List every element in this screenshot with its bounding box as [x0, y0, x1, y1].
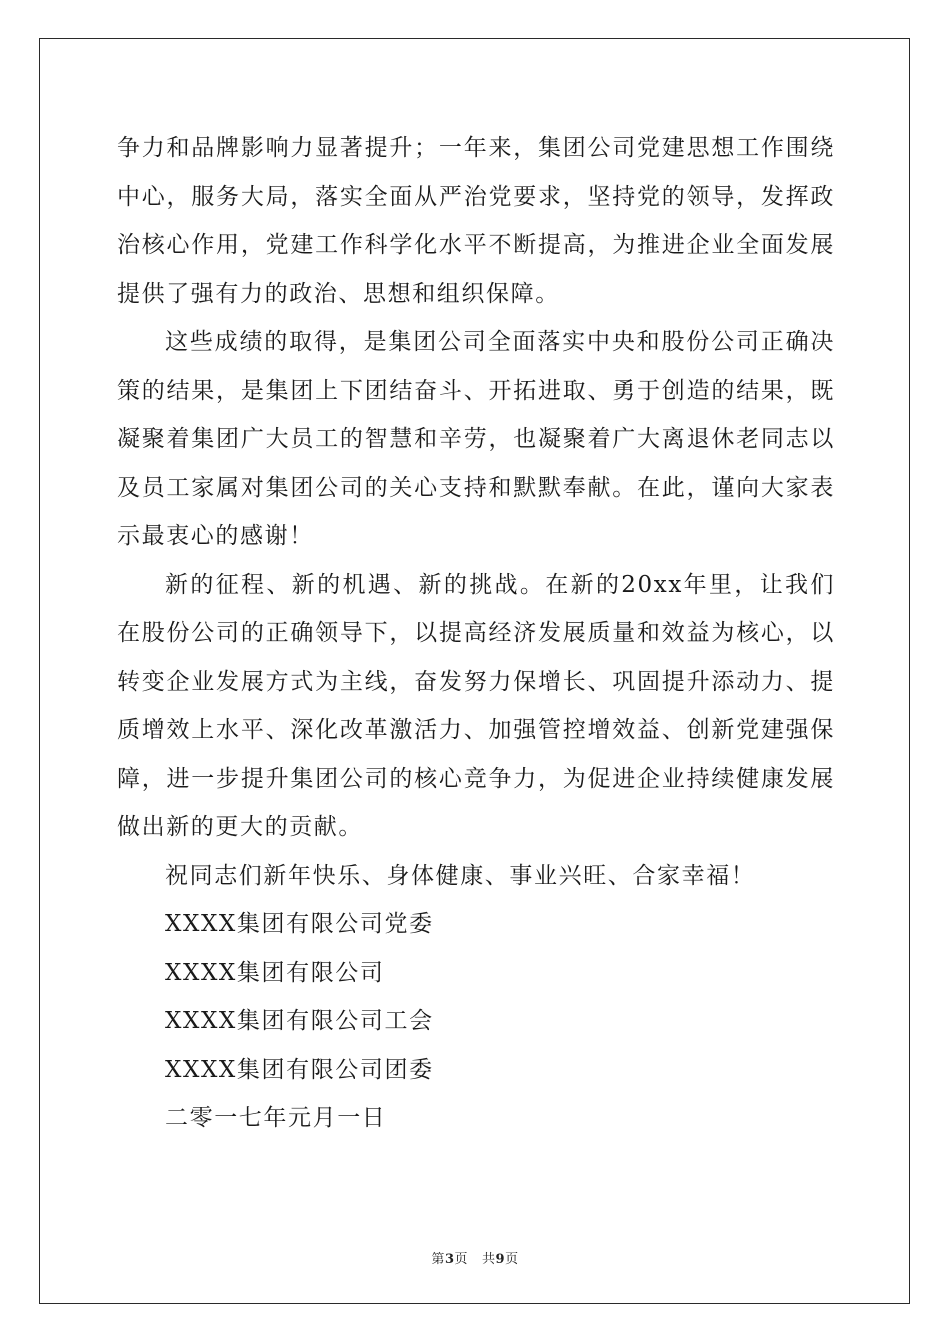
current-page-number: 3: [444, 1252, 455, 1267]
total-suffix: 页: [505, 1252, 519, 1267]
signature-date: 二零一七年元月一日: [165, 1105, 387, 1131]
total-page-number: 9: [495, 1252, 506, 1267]
paragraph-2: 这些成绩的取得，是集团公司全面落实中央和股份公司正确决策的结果，是集团上下团结奋斗、开拓进取、勇于创造的结果，既凝聚着集团广大员工的智慧和辛劳，也凝聚着广大离退休老同志以及员工家属对集团公司的关心支持和默默奉献。在此，谨向大家表示最衷心的感谢！: [117, 329, 835, 549]
paragraph-3: 新的征程、新的机遇、新的挑战。在新的20xx年里，让我们在股份公司的正确领导下，以提高经济发展质量和效益为核心，以转变企业发展方式为主线，奋发努力保增长、巩固提升添动力、提质增效上水平、深化改革激活力、加强管控增效益、创新党建强保障，进一步提升集团公司的核心竞争力，为促进企业持续健康发展做出新的更大的贡献。: [117, 571, 835, 840]
page-prefix: 第: [431, 1252, 445, 1267]
signature-union: XXXX集团有限公司工会: [165, 1008, 434, 1034]
signature-youth-league: XXXX集团有限公司团委: [165, 1056, 434, 1083]
page-footer: [0, 1248, 950, 1267]
signature-party-committee: XXXX集团有限公司党委: [165, 911, 434, 937]
signature-company: XXXX集团有限公司: [165, 959, 385, 986]
greeting-line: 祝同志们新年快乐、身体健康、事业兴旺、合家幸福！: [165, 862, 756, 889]
paragraph-1: 争力和品牌影响力显著提升；一年来，集团公司党建思想工作围绕中心，服务大局，落实全面从严治党要求，坚持党的领导，发挥政治核心作用，党建工作科学化水平不断提高，为推进企业全面发展提供了强有力的政治、思想和组织保障。: [117, 135, 835, 307]
page-suffix: 页: [454, 1252, 468, 1267]
document-body: [117, 124, 835, 1143]
total-prefix: 共: [482, 1252, 496, 1267]
